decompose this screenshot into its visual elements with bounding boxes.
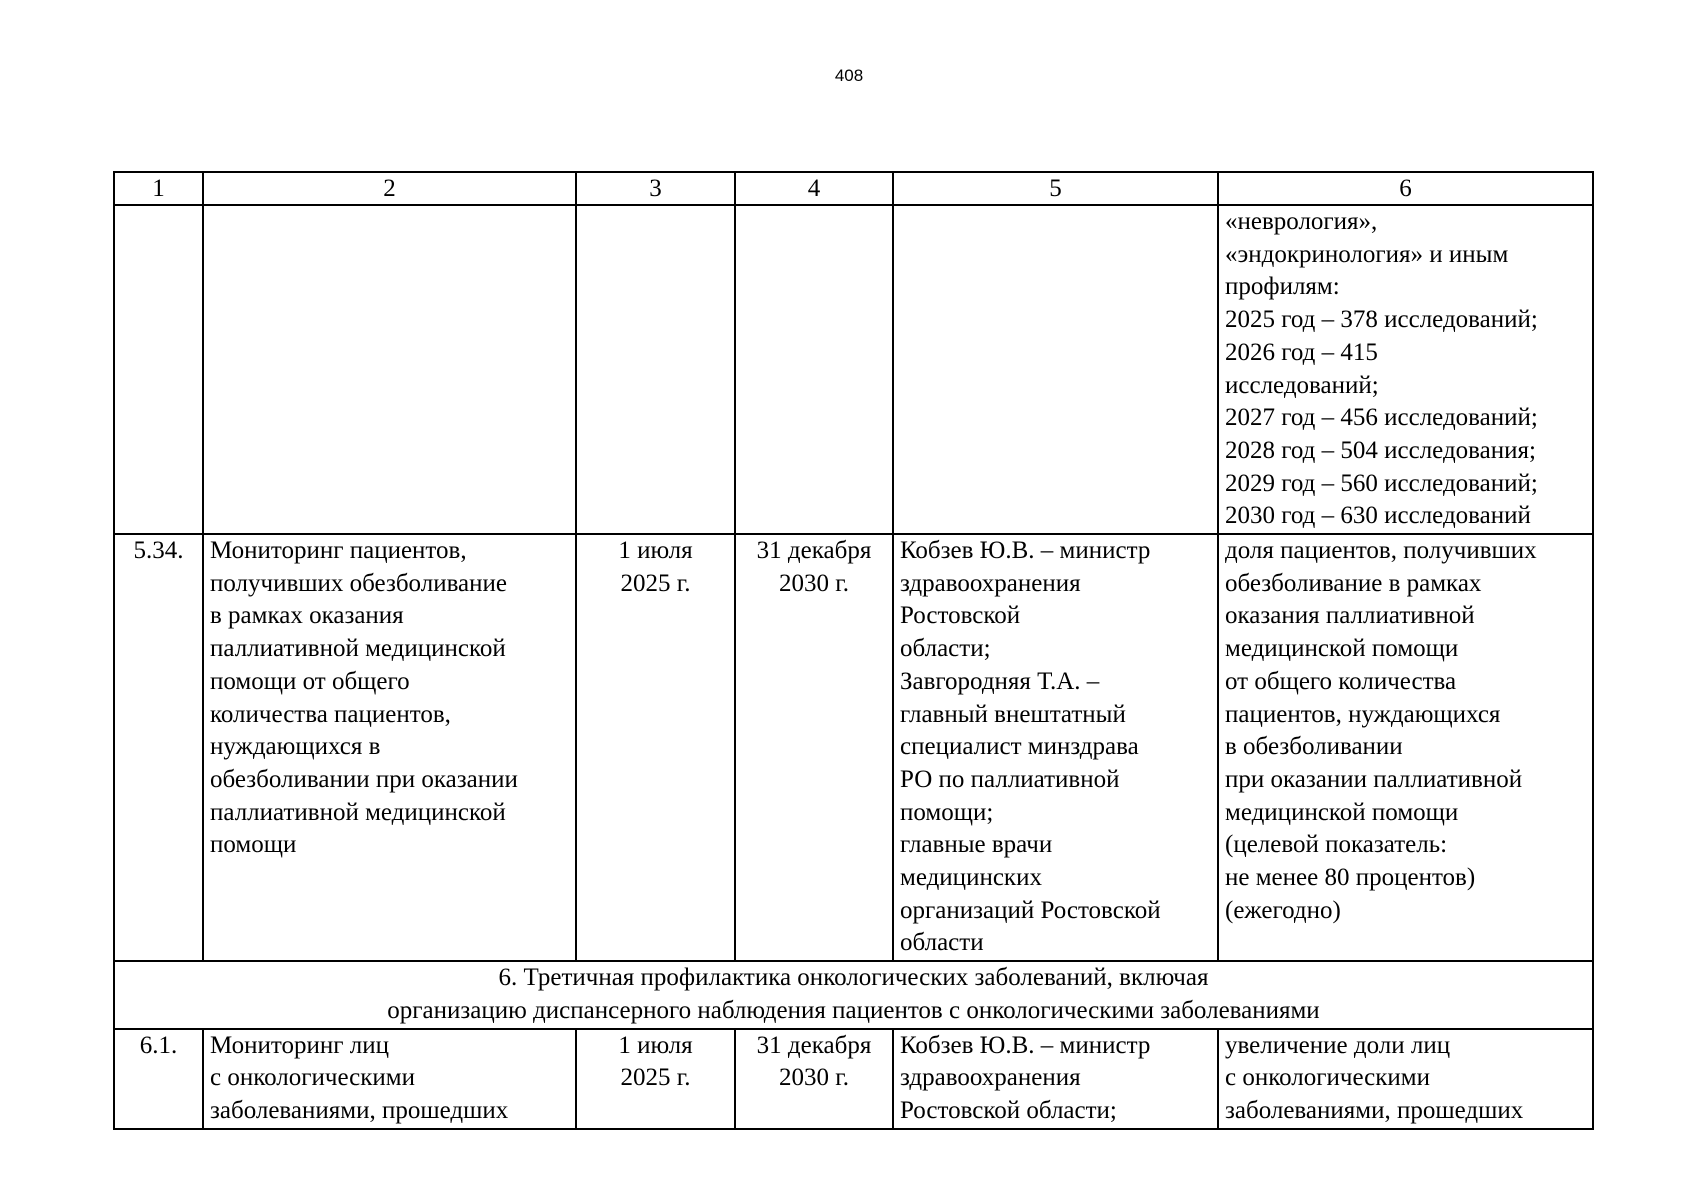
activity-cell-line: Мониторинг пациентов, (210, 537, 467, 565)
table-row (114, 534, 1593, 961)
start-date-cell (576, 1029, 735, 1129)
result-cell-line: 2026 год – 415 (1225, 338, 1378, 366)
responsible-cell-line: здравоохранения (900, 569, 1081, 597)
start-date-cell (576, 534, 735, 961)
responsible-cell (893, 1029, 1218, 1129)
activity-cell (203, 205, 576, 534)
column-header: 2 (203, 172, 576, 205)
activity-cell-line: помощи (210, 831, 297, 859)
column-header: 1 (114, 172, 203, 205)
responsible-cell-line: Завгородняя Т.А. – (900, 667, 1100, 695)
result-cell-line: доля пациентов, получивших (1225, 537, 1537, 565)
responsible-cell-line: медицинских (900, 864, 1042, 892)
section-heading-line: 6. Третичная профилактика онкологических заболеваний, включая (498, 964, 1209, 992)
start-date-cell-line: 2025 г. (620, 569, 691, 597)
column-header: 6 (1218, 172, 1593, 205)
result-cell-line: 2028 год – 504 исследования; (1225, 436, 1536, 464)
activity-cell (203, 534, 576, 961)
column-header: 4 (735, 172, 893, 205)
result-cell (1218, 205, 1593, 534)
end-date-cell (735, 205, 893, 534)
result-cell-line: профилям: (1225, 273, 1340, 301)
page-number: 408 (834, 66, 864, 85)
result-cell-line: в обезболивании (1225, 733, 1403, 761)
result-cell-line: пациентов, нуждающихся (1225, 700, 1501, 728)
result-cell-line: медицинской помощи (1225, 798, 1459, 826)
start-date-cell-line: 1 июля (618, 537, 693, 565)
item-number (114, 205, 203, 534)
header-row (114, 172, 1593, 205)
result-cell-line: обезболивание в рамках (1225, 569, 1482, 597)
section-row (114, 961, 1593, 1028)
activity-cell-line: помощи от общего (210, 667, 410, 695)
section-heading (114, 961, 1593, 1028)
activity-cell-line: паллиативной медицинской (210, 798, 506, 826)
activity-cell-line: Мониторинг лиц (210, 1031, 389, 1059)
item-number: 6.1. (114, 1029, 203, 1129)
responsible-cell-line: здравоохранения (900, 1064, 1081, 1092)
item-number: 5.34. (114, 534, 203, 961)
end-date-cell (735, 534, 893, 961)
result-cell (1218, 534, 1593, 961)
result-cell-line: увеличение доли лиц (1225, 1031, 1451, 1059)
activity-cell (203, 1029, 576, 1129)
responsible-cell-line: области (900, 929, 984, 957)
responsible-cell-line: Кобзев Ю.В. – министр (900, 537, 1151, 565)
activity-cell-line: паллиативной медицинской (210, 635, 506, 663)
end-date-cell-line: 31 декабря (756, 537, 872, 565)
activity-cell-line: количества пациентов, (210, 700, 451, 728)
result-cell-line: с онкологическими (1225, 1064, 1430, 1092)
result-cell (1218, 1029, 1593, 1129)
result-cell-line: от общего количества (1225, 667, 1457, 695)
plan-table (113, 171, 1594, 1130)
result-cell-line: исследований; (1225, 371, 1379, 399)
result-cell-line: 2029 год – 560 исследований; (1225, 469, 1538, 497)
responsible-cell-line: специалист минздрава (900, 733, 1139, 761)
activity-cell-line: обезболивании при оказании (210, 765, 518, 793)
activity-cell-line: заболеваниями, прошедших (210, 1096, 509, 1124)
responsible-cell-line: Ростовской (900, 602, 1021, 630)
result-cell-line: 2025 год – 378 исследований; (1225, 306, 1538, 334)
result-cell-line: (целевой показатель: (1225, 831, 1448, 859)
responsible-cell-line: главный внештатный (900, 700, 1126, 728)
end-date-cell-line: 2030 г. (779, 1064, 849, 1092)
responsible-cell (893, 205, 1218, 534)
table-row (114, 1029, 1593, 1129)
result-cell-line: при оказании паллиативной (1225, 765, 1523, 793)
responsible-cell-line: помощи; (900, 798, 994, 826)
start-date-cell-line: 1 июля (618, 1031, 693, 1059)
activity-cell-line: нуждающихся в (210, 733, 381, 761)
activity-cell-line: в рамках оказания (210, 602, 404, 630)
result-cell-line: «неврология», (1225, 208, 1378, 235)
end-date-cell (735, 1029, 893, 1129)
responsible-cell (893, 534, 1218, 961)
column-header: 5 (893, 172, 1218, 205)
responsible-cell-line: Ростовской области; (900, 1096, 1117, 1124)
end-date-cell-line: 31 декабря (756, 1031, 872, 1059)
responsible-cell-line: РО по паллиативной (900, 765, 1120, 793)
activity-cell-line: получивших обезболивание (210, 569, 507, 597)
result-cell-line: заболеваниями, прошедших (1225, 1096, 1524, 1124)
start-date-cell-line: 2025 г. (620, 1064, 691, 1092)
responsible-cell-line: организаций Ростовской (900, 896, 1161, 924)
result-cell-line: медицинской помощи (1225, 635, 1459, 663)
section-heading-line: организацию диспансерного наблюдения пациентов с онкологическими заболеваниями (387, 996, 1320, 1024)
responsible-cell-line: области; (900, 635, 991, 663)
responsible-cell-line: Кобзев Ю.В. – министр (900, 1031, 1151, 1059)
column-header: 3 (576, 172, 735, 205)
start-date-cell (576, 205, 735, 534)
result-cell-line: оказания паллиативной (1225, 602, 1475, 630)
activity-cell-line: с онкологическими (210, 1064, 415, 1092)
table-row (114, 205, 1593, 534)
result-cell-line: 2030 год – 630 исследований (1225, 502, 1531, 530)
result-cell-line: 2027 год – 456 исследований; (1225, 404, 1538, 432)
end-date-cell-line: 2030 г. (779, 569, 849, 597)
result-cell-line: «эндокринология» и иным (1225, 240, 1509, 268)
result-cell-line: не менее 80 процентов) (1225, 864, 1476, 892)
result-cell-line: (ежегодно) (1225, 896, 1341, 924)
responsible-cell-line: главные врачи (900, 831, 1053, 859)
